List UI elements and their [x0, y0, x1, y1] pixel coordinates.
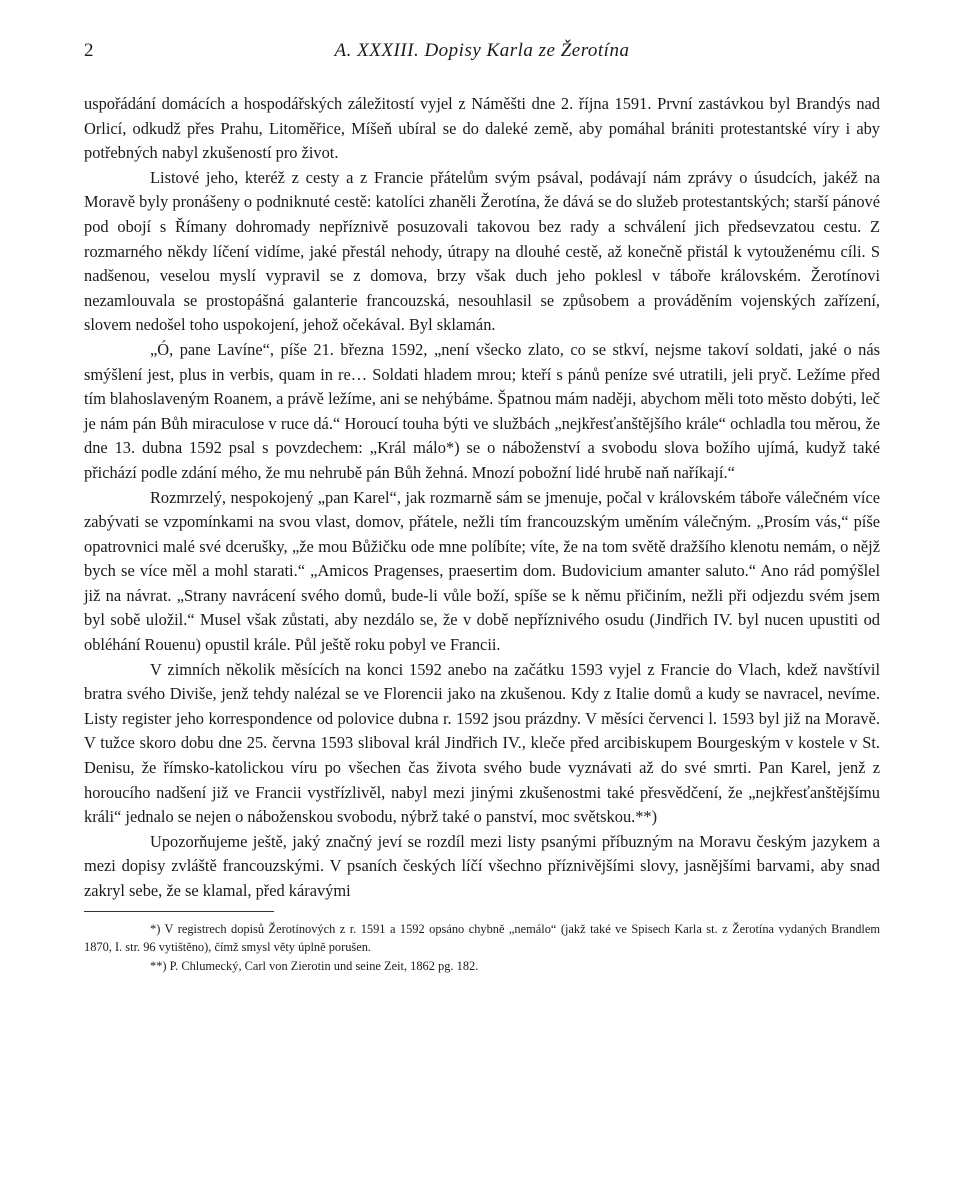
footnotes — [84, 920, 880, 976]
paragraph: Listové jeho, kteréž z cesty a z Francie přátelům svým psával, podávají nám zprávy o úsudcích, jakéž na Moravě byly pronášeny o podniknuté cestě: katolíci zhaněli Žerotína, že dává se do služeb protestantských; starší pánové pod obojí s Římany dohromady nepříznivě posuzovali takovou bez rady a schválení jich předsevzatou cestu. Z rozmarného někdy líčení vidíme, jaké přestál nehody, útrapy na dlouhé cestě, až konečně přistál k vytouženému cíli. S nadšenou, veselou myslí vypravil se z domova, brzy však duch jeho poklesl v táboře královském. Žerotínovi nezamlouvala se prostopášná galanterie francouzská, nesouhlasil se způsobem a prováděním vojenských zařízení, slovem nedošel toho uspokojení, jehož očekával. Byl sklamán. — [84, 167, 880, 335]
running-title: A. XXXIII. Dopisy Karla ze Žerotína — [334, 40, 630, 61]
footnote-divider — [84, 911, 274, 912]
footnote: *) V registrech dopisů Žerotínových z r. 1591 a 1592 opsáno chybně „nemálo“ (jakž také ve Spisech Karla st. z Žerotína vydaných Brandlem 1870, I. str. 96 vytištěno), čímž smysl věty úplně porušen. — [84, 921, 880, 955]
paragraph-continued: uspořádání domácích a hospodářských záležitostí vyjel z Náměšti dne 2. října 1591. První zastávkou byl Brandýs nad Orlicí, odkudž přes Prahu, Litoměřice, Míšeň ubíral se do daleké země, aby pomáhal brániti protestantské víry i aby potřebných nabyl zkušeností pro život. — [84, 94, 880, 163]
paragraph: Upozorňujeme ještě, jaký značný jeví se rozdíl mezi listy psanými příbuzným na Moravu českým jazykem a mezi dopisy zvláště francouzskými. V psaních českých líčí všechno příznivějšími slovy, jasnějšími barvami, aby snad zakryl sebe, že se klamal, před káravými — [84, 831, 880, 900]
paragraph: V zimních několik měsících na konci 1592 anebo na začátku 1593 vyjel z Francie do Vlach, kdež navštívil bratra svého Diviše, jenž tehdy nalézal se ve Florencii jako na zkušenou. Kdy z Italie domů a kudy se navracel, nevíme. Listy register jeho korrespondence od polovice dubna r. 1592 jsou prázdny. V měsíci červenci l. 1593 byl již na Moravě. V tužce skoro dobu dne 25. června 1593 sliboval král Jindřich IV., kleče před arcibiskupem Bourgeským v kostele v St. Denisu, že římsko-katolickou víru po všechen čas života svého bude vyznávati až do své smrti. Pan Karel, jenž z horoucího nadšení již ve Francii vystřízlivěl, nabyl mezi jinými zkušenostmi také přesvědčení, že „nejkřesťanštějšímu králi“ jednalo se nejen o náboženskou svobodu, nýbrž také o panství, moc světskou.**) — [84, 659, 880, 827]
page-number: 2 — [84, 40, 94, 61]
page-header — [84, 40, 880, 70]
paragraph: Rozmrzelý, nespokojený „pan Karel“, jak rozmarně sám se jmenuje, počal v královském táboře válečném více zabývati se vzpomínkami na svou vlast, domov, přátele, nežli tím francouzským uměním válečným. „Prosím vás,“ píše opatrovnici malé své dcerušky, „že mou Bůžičku ode mne políbíte; víte, že na tom světě dražšího klenotu nemám, o nějž bych se více měl a mohl starati.“ „Amicos Pragenses, praesertim dom. Budovicium amanter saluto.“ Ano rád pomýšlel již na návrat. „Strany navrácení svého domů, bude-li vůle boží, spíše se k němu přičiním, nežli při odjezdu svém jsem byl sobě uložil.“ Musel však zůstati, aby nezdálo se, že v době nepříznivého osudu (Jindřich IV. byl nucen upustiti od obléhání Rouenu) opustil krále. Půl ještě roku pobyl ve Francii. — [84, 487, 880, 655]
body-text — [84, 92, 880, 904]
document-page — [84, 40, 880, 975]
paragraph: „Ó, pane Lavíne“, píše 21. března 1592, „není všecko zlato, co se stkví, nejsme takoví soldati, jaké o nás smýšlení jest, plus in verbis, quam in re… Soldati hladem mrou; kteří s pánů peníze své utratili, jeli pryč. Ležíme před tím blahoslaveným Roanem, a právě ležíme, ani se nehýbáme. Špatnou mám naději, abychom měli toto město dobýti, leč je nám pán Bůh miraculose v ruce dá.“ Horoucí touha býti ve službách „nejkřesťanštějšího krále“ ochladla tou měrou, že dne 13. dubna 1592 psal s povzdechem: „Král málo*) se o náboženství a svobodu slova božího ujímá, kudyž také přichází podle zdání mého, že mu nehrubě pán Bůh žehná. Mnozí pobožní lidé hrubě naň naříkají.“ — [84, 339, 880, 482]
footnote: **) P. Chlumecký, Carl von Zierotin und seine Zeit, 1862 pg. 182. — [150, 958, 479, 973]
